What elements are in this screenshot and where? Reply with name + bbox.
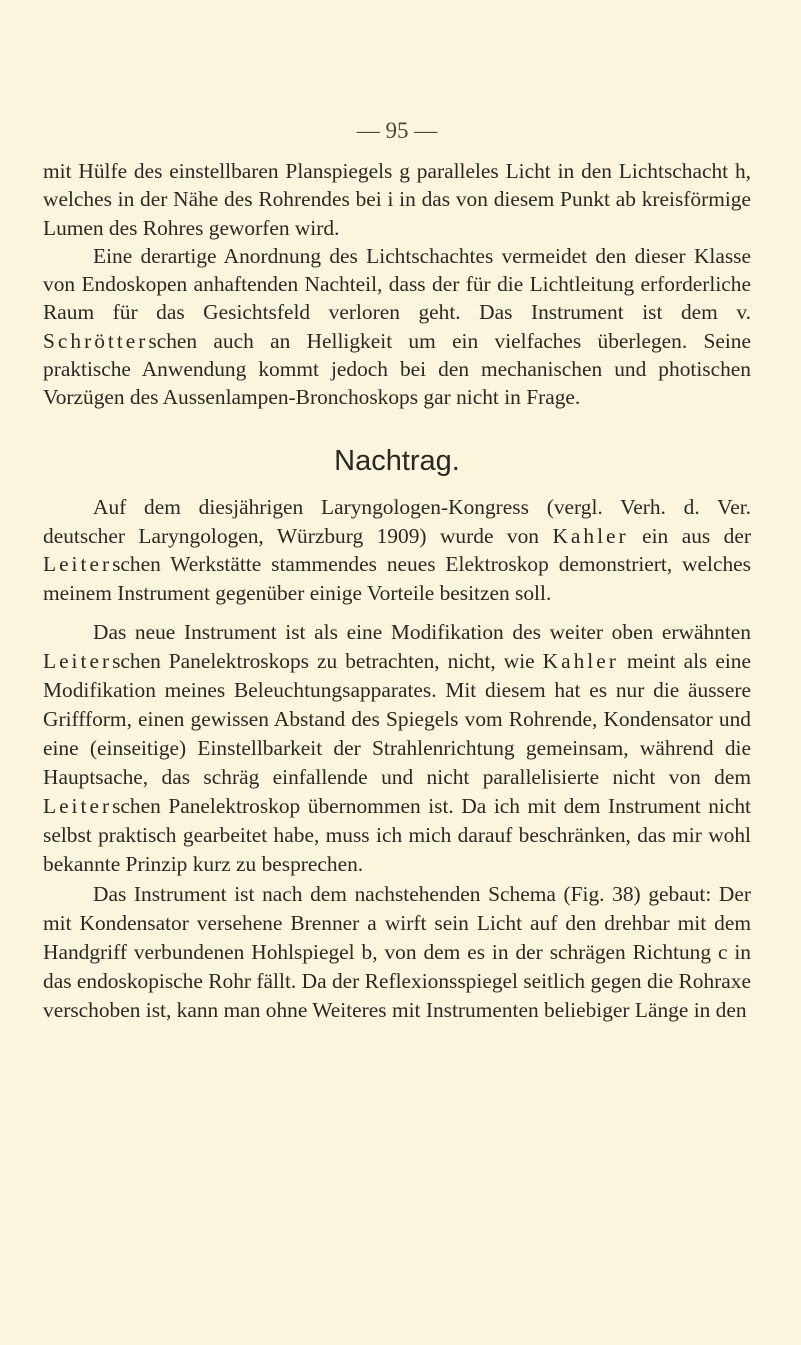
text-block-top [43, 157, 751, 412]
text-block-bottom [43, 493, 751, 1025]
paragraph-4-mid2: meint als eine Modifikation meines Beleuchtungsapparates. Mit diesem hat es nur die äussere Griffform, einen gewissen Abstand des Spiegels vom Rohrende, Kondensator und eine (einseitige) Einstellbarkeit der Strahlenrichtung gemeinsam, während die Hauptsache, das schräg einfallende und nicht parallelisierte nicht von dem [43, 649, 751, 789]
paragraph-1: mit Hülfe des einstellbaren Planspiegels g paralleles Licht in den Lichtschacht h, welches in der Nähe des Rohrendes bei i in das von diesem Punkt ab kreisförmige Lumen des Rohres geworfen wird. [43, 159, 751, 240]
page-number: — 95 — [356, 118, 438, 143]
person-name-leiter: Leiter [43, 793, 113, 818]
paragraph-3-post: schen Werkstätte stammendes neues Elektroskop demonstriert, welches meinem Instrument gegenüber einige Vorteile besitzen soll. [43, 552, 751, 606]
paragraph-5: Das Instrument ist nach dem nachstehenden Schema (Fig. 38) gebaut: Der mit Kondensator versehene Brenner a wirft sein Licht auf den drehbar mit dem Handgriff verbundenen Hohlspiegel b, von dem es in der schrägen Richtung c in das endoskopische Rohr fällt. Da der Reflexionsspiegel seitlich gegen die Rohraxe verschoben ist, kann man ohne Weiteres mit Instrumenten beliebiger Länge in den [43, 882, 751, 1023]
person-name-schroetter: Schrötter [43, 328, 149, 353]
paragraph-4-mid: schen Panelektroskops zu betrachten, nicht, wie [112, 649, 543, 674]
paragraph-4-pre: Das neue Instrument ist als eine Modifikation des weiter oben erwähnten [93, 620, 751, 645]
paragraph-3-mid: ein aus der [628, 523, 751, 548]
person-name-leiter: Leiter [43, 649, 113, 674]
person-name-kahler: Kahler [542, 649, 619, 674]
paragraph-3-pre: Auf dem diesjährigen Laryngologen-Kongress (vergl. Verh. d. Ver. deutscher Laryngologen, Würzburg 1909) wurde von [43, 494, 751, 548]
paragraph-2-pre: Eine derartige Anordnung des Lichtschachtes vermeidet den dieser Klasse von Endoskopen anhaftenden Nachteil, dass der für die Lichtleitung erforderliche Raum für das Gesichtsfeld verloren geht. Das Instrument ist dem v. [43, 243, 751, 325]
paragraph-3 [43, 493, 751, 609]
person-name-leiter: Leiter [43, 552, 113, 577]
paragraph-4-post: schen Panelektroskop übernommen ist. Da ich mit dem Instrument nicht selbst praktisch gearbeitet habe, muss ich mich darauf beschränken, das mir wohl bekannte Prinzip kurz zu besprechen. [43, 793, 751, 876]
paragraph-2-post: schen auch an Helligkeit um ein vielfaches überlegen. Seine praktische Anwendung kommt jedoch bei den mechanischen und photischen Vorzügen des Aussenlampen-Bronchoskops gar nicht in Frage. [43, 328, 751, 410]
person-name-kahler: Kahler [552, 523, 629, 548]
section-heading-nachtrag: Nachtrag. [334, 444, 460, 477]
paragraph-4 [43, 618, 751, 878]
paragraph-2 [43, 242, 751, 412]
